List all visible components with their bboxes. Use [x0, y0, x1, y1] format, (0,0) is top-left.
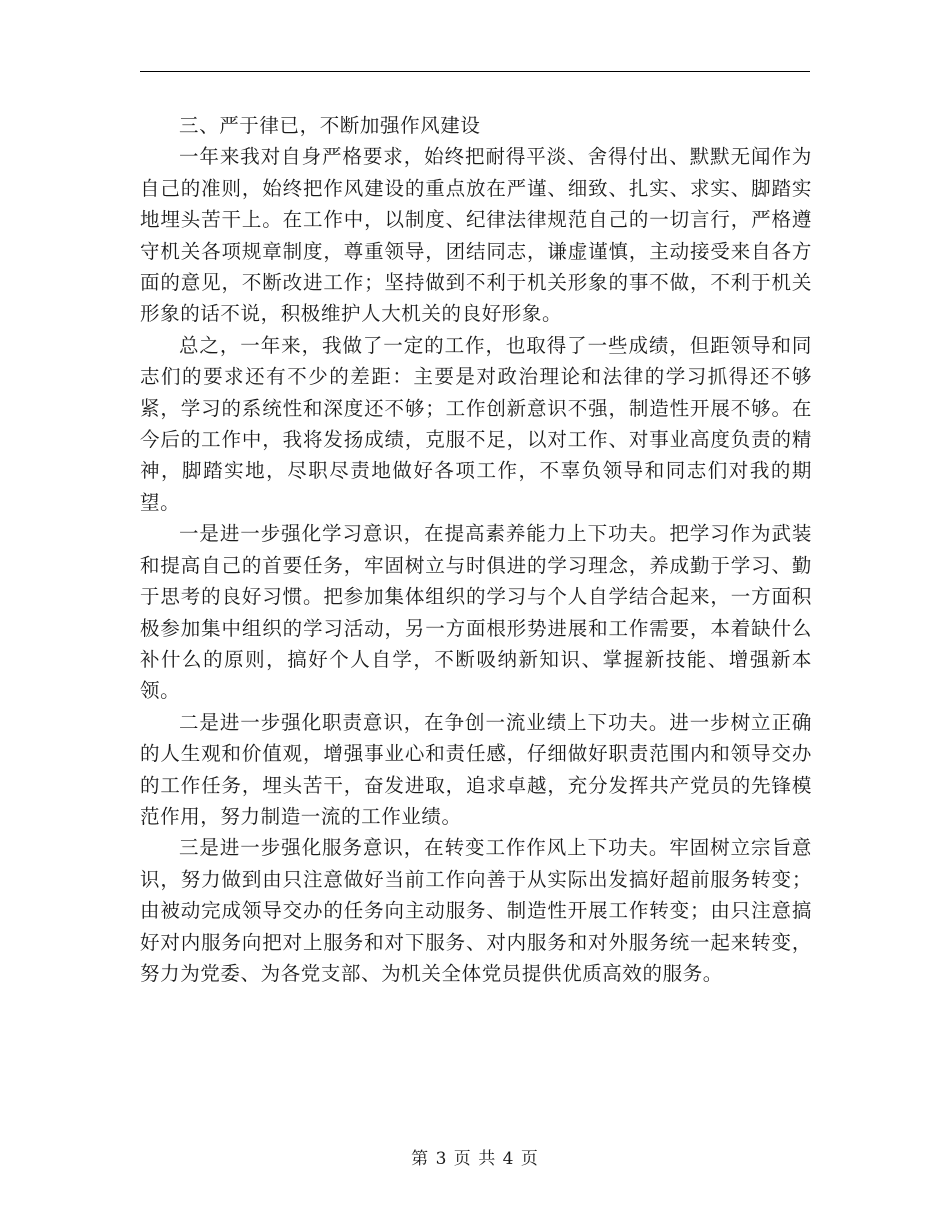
section-heading: 三、严于律已，不断加强作风建设: [179, 114, 481, 137]
paragraph-responsibility: 二是进一步强化职责意识，在争创一流业绩上下功夫。进一步树立正确的人生观和价值观，增强事业心和责任感，仔细做好职责范围内和领导交办的工作任务，埋头苦干，奋发进取，追求卓越，充分发挥共产党员的先锋模范作用，努力制造一流的工作业绩。: [140, 710, 812, 828]
header-rule: [140, 71, 810, 72]
document-body: [140, 110, 812, 989]
paragraph-summary: 总之，一年来，我做了一定的工作，也取得了一些成绩，但距领导和同志们的要求还有不少的差距：主要是对政治理论和法律的学习抓得还不够紧，学习的系统性和深度还不够；工作创新意识不强，制造性开展不够。在今后的工作中，我将发扬成绩，克服不足，以对工作、对事业高度负责的精神，脚踏实地，尽职尽责地做好各项工作，不辜负领导和同志们对我的期望。: [140, 333, 812, 514]
paragraph-work-style: 一年来我对自身严格要求，始终把耐得平淡、舍得付出、默默无闻作为自己的准则，始终把作风建设的重点放在严谨、细致、扎实、求实、脚踏实地埋头苦干上。在工作中，以制度、纪律法律规范自己的一切言行，严格遵守机关各项规章制度，尊重领导，团结同志，谦虚谨慎，主动接受来自各方面的意见，不断改进工作；坚持做到不利于机关形象的事不做，不利于机关形象的话不说，积极维护人大机关的良好形象。: [140, 145, 812, 326]
paragraph-learning: 一是进一步强化学习意识，在提高素养能力上下功夫。把学习作为武装和提高自己的首要任务，牢固树立与时俱进的学习理念，养成勤于学习、勤于思考的良好习惯。把参加集体组织的学习与个人自学结合起来，一方面积极参加集中组织的学习活动，另一方面根形势进展和工作需要，本着缺什么补什么的原则，搞好个人自学，不断吸纳新知识、掌握新技能、增强新本领。: [140, 522, 812, 703]
page-number-footer: 第 3 页 共 4 页: [411, 1149, 539, 1169]
paragraph-service: 三是进一步强化服务意识，在转变工作作风上下功夫。牢固树立宗旨意识，努力做到由只注意做好当前工作向善于从实际出发搞好超前服务转变；由被动完成领导交办的任务向主动服务、制造性开展工作转变；由只注意搞好对内服务向把对上服务和对下服务、对内服务和对外服务统一起来转变，努力为党委、为各党支部、为机关全体党员提供优质高效的服务。: [140, 836, 812, 985]
